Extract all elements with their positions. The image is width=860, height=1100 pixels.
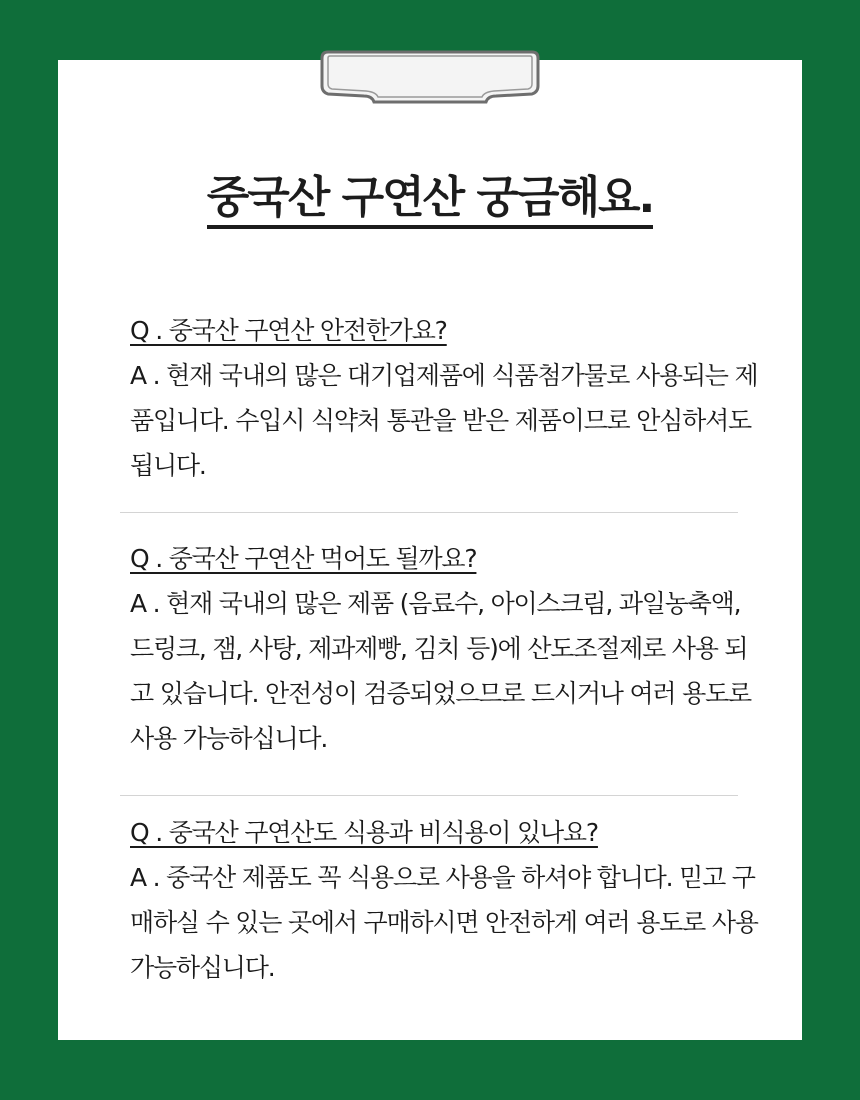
faq-answer: A . 현재 국내의 많은 대기업제품에 식품첨가물로 사용되는 제품입니다. 수입시 식약처 통관을 받은 제품이므로 안심하셔도 됩니다.	[130, 361, 758, 480]
faq-answer: A . 현재 국내의 많은 제품 (음료수, 아이스크림, 과일농축액, 드링크, 잼, 사탕, 제과제빵, 김치 등)에 산도조절제로 사용 되고 있습니다. 안전성이 검증되었으므로 드시거나 여러 용도로 사용 가능하십니다.	[130, 589, 751, 753]
clipboard-clip-icon	[316, 48, 544, 110]
divider	[120, 512, 738, 513]
faq-item	[130, 536, 760, 761]
faq-answer: A . 중국산 제품도 꼭 식용으로 사용을 하셔야 합니다. 믿고 구매하실 수 있는 곳에서 구매하시면 안전하게 여러 용도로 사용 가능하십니다.	[130, 863, 758, 982]
divider	[120, 795, 738, 796]
faq-item	[130, 308, 760, 488]
faq-question: Q . 중국산 구연산 안전한가요?	[130, 316, 447, 345]
faq-question: Q . 중국산 구연산도 식용과 비식용이 있나요?	[130, 818, 598, 847]
faq-item	[130, 810, 760, 990]
page-title: 중국산 구연산 궁금해요.	[207, 172, 653, 229]
page-title-wrap	[0, 170, 860, 226]
faq-question: Q . 중국산 구연산 먹어도 될까요?	[130, 544, 477, 573]
